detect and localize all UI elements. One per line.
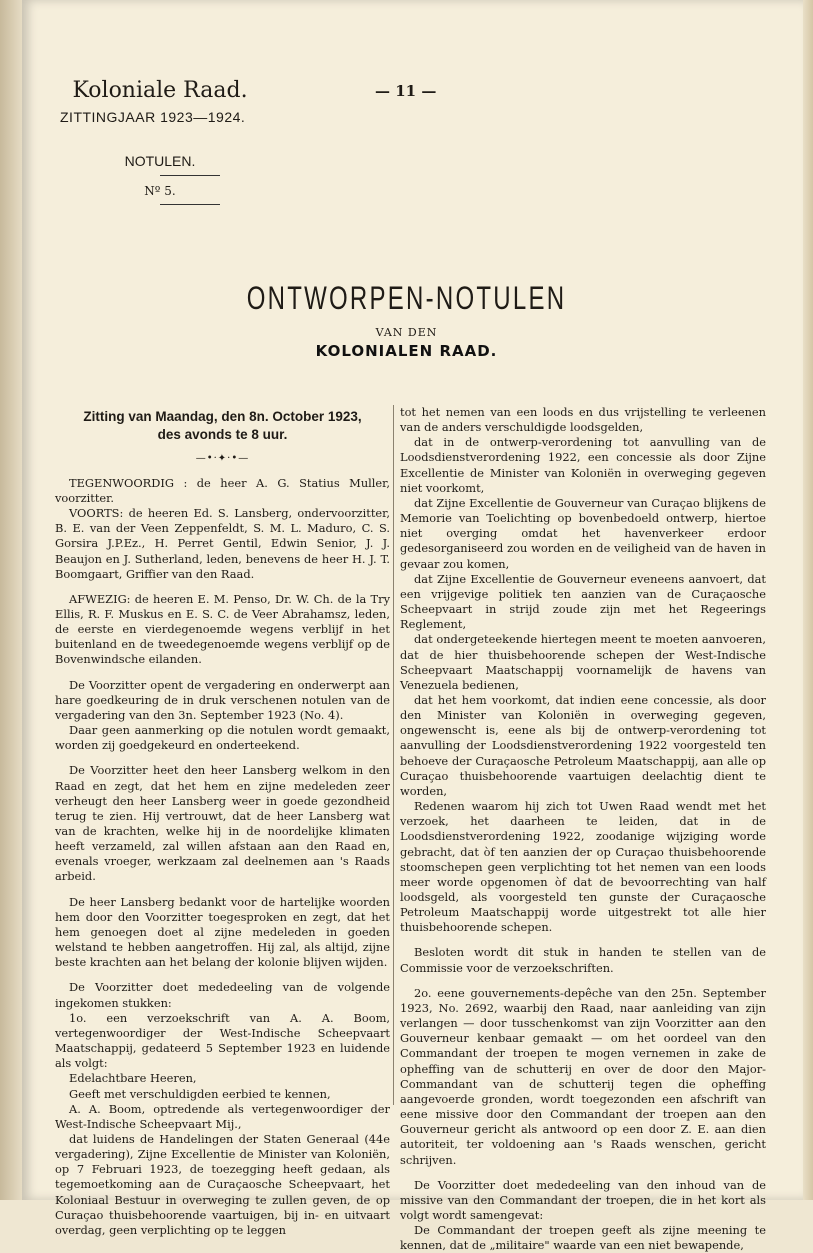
paragraph: AFWEZIG: de heeren E. M. Penso, Dr. W. Ch. de la Try Ellis, R. F. Muskus en E. S. C. de Veer Abrahamsz, leden, de eerste en vierdegenoemde wegens verblijf in het buitenland en de tweedegenoemde wegens verblijf op de Bovenwindsche eilanden.	[55, 591, 390, 667]
paragraph: Daar geen aanmerking op die notulen wordt gemaakt, worden zij goedgekeurd en onderteekend.	[55, 723, 390, 753]
ornament: —•·✦·•—	[195, 453, 250, 465]
paragraph: dat luidens de Handelingen der Staten Generaal (44e vergadering), Zijne Excellentie de Minister van Koloniën, op 7 Februari 1923, de toezegging heeft gedaan, als tegemoetkoming aan de Curaçaosche Scheepvaart, het Koloniaal Bestuur in overweging te zullen geven, de op Curaçao thuisbehoorende vaartuigen, bij in- en uitvaart overdag, geen verplichting op te leggen	[55, 1131, 390, 1237]
council-title: Koloniale Raad.	[72, 78, 248, 103]
session-year: ZITTINGJAAR 1923—1924.	[60, 109, 246, 125]
paragraph: De Voorzitter doet mededeeling van den inhoud van de missive van den Commandant der troepen, die in het kort als volgt wordt samengevat:	[400, 1177, 766, 1222]
paragraph: VOORTS: de heeren Ed. S. Lansberg, ondervoorzitter, B. E. van der Veen Zeppenfeldt, S. M. L. Maduro, C. S. Gorsira J.P.Ez., H. Perret Gentil, Edwin Senior, J. J. Beaujon en J. Sutherland, leden, benevens de heer H. J. T. Boomgaart, Griffier van den Raad.	[55, 506, 390, 581]
council-banner: KOLONIALEN RAAD.	[315, 342, 498, 360]
issue-number: Nº 5.	[144, 184, 176, 198]
paragraph: Besloten wordt dit stuk in handen te stellen van de Commissie voor de verzoekschriften.	[400, 945, 766, 975]
header-rule	[160, 175, 220, 176]
paragraph: dat in de ontwerp-verordening tot aanvulling van de Loodsdienstverordening 1922, een concessie als door Zijne Excellentie de Minister van Koloniën in overweging gegeven niet voorkomt,	[400, 435, 766, 495]
session-heading	[55, 408, 390, 444]
paragraph: Geeft met verschuldigden eerbied te kennen,	[69, 1086, 331, 1101]
title-van-den: VAN DEN	[375, 326, 438, 339]
paragraph: De Commandant der troepen geeft als zijne meening te kennen, dat de „militaire" waarde van een niet bewapende,	[400, 1223, 766, 1253]
paragraph: dat Zijne Excellentie de Gouverneur eveneens aanvoert, dat een vrijgevige politiek ten aanzien van de Curaçaosche Scheepvaart in strijd zoude zijn met het Regeerings Reglement,	[400, 571, 766, 632]
paragraph: De Voorzitter opent de vergadering en onderwerpt aan hare goedkeuring de in druk verschenen notulen van de vergadering van den 3n. September 1923 (No. 4).	[55, 677, 390, 722]
paragraph: 1o. een verzoekschrift van A. A. Boom, vertegenwoordiger der West-Indische Scheepvaart Maatschappij, gedateerd 5 September 1923 en luidende als volgt:	[55, 1010, 390, 1071]
paragraph: 2o. eene gouvernements-depêche van den 25n. September 1923, No. 2692, waarbij den Raad, naar aanleiding van zijn verlangen — door tusschenkomst van zijn Voorzitter aan den Gouverneur kenbaar gemaakt — om het oordeel van den Commandant der troepen te mogen vernemen in zake de opheffing van de schutterij en over de door den Major-Commandant van de schutterij tegen die opheffing aangevoerde gronden, wordt toegezonden een afschrift van eene missive door den Commandant der troepen aan den Gouverneur gericht als antwoord op een door Z. E. aan dien autoriteit, ter voldoening aan 's Raads wenschen, gericht schrijven.	[400, 985, 766, 1167]
paragraph: TEGENWOORDIG : de heer A. G. Statius Muller, voorzitter.	[55, 475, 390, 505]
header-rule	[160, 204, 220, 205]
header-block	[60, 78, 320, 205]
paragraph: Edelachtbare Heeren,	[69, 1071, 197, 1086]
main-title: ONTWORPEN-NOTULEN	[246, 280, 567, 316]
paragraph: dat het hem voorkomt, dat indien eene concessie, als door den Minister van Koloniën in overweging gegeven, ongewenscht is, eene als bij de ontwerp-verordening tot aanvulling der Loodsdienstverordening 1922 voorgesteld ten behoeve der Curaçaosche Petroleum Maatschappij, aan alle op Curaçao thuisbehoorende vaartuigen deelachtig dient te worden,	[400, 692, 766, 798]
paragraph: Redenen waarom hij zich tot Uwen Raad wendt met het verzoek, het daarheen te leiden, dat in de Loodsdienstverordening 1922, zoodanige wijziging worde gebracht, dat òf ten aanzien der op Curaçao thuisbehoorende stoomschepen geen verplichting tot het nemen van een loods meer worde opgenomen òf dat de bevoorrechting van half loodsgeld, als voorgesteld ten gunste der Curaçaosche Petroleum Maatschappij worde uitgestrekt tot alle hier thuisbehoorende schepen.	[400, 799, 766, 935]
notulen-label: NOTULEN.	[124, 153, 196, 169]
book-spine	[0, 0, 22, 1200]
paragraph: De Voorzitter heet den heer Lansberg welkom in den Raad en zegt, dat het hem en zijne medeleden zeer verheugt den heer Lansberg weer in goede gezondheid terug te zien. Hij vertrouwt, dat de heer Lansberg wat van de krachten, welke hij in de noordelijke klimaten heeft verzameld, zal willen afstaan aan den Raad en, evenals vroeger, werkzaam zal deelnemen aan 's Raads arbeid.	[55, 763, 390, 884]
session-heading-line: des avonds te 8 uur.	[157, 427, 288, 443]
paragraph: tot het nemen van een loods en dus vrijstelling te verleenen van de anders verschuldigde loodsgelden,	[400, 405, 766, 435]
session-heading-line: Zitting van Maandag, den 8n. October 1923,	[83, 409, 362, 424]
paragraph: De Voorzitter doet mededeeling van de volgende ingekomen stukken:	[55, 980, 390, 1010]
paragraph: De heer Lansberg bedankt voor de hartelijke woorden hem door den Voorzitter toegesproken en zegt, dat het hem genoegen doet al zijne medeleden in goeden welstand te hebben aangetroffen. Hij zal, als altijd, zijne beste krachten aan het belang der kolonie blijven wijden.	[55, 894, 390, 970]
page-number: — 11 —	[375, 82, 437, 100]
column-divider	[393, 405, 394, 1105]
paragraph: dat Zijne Excellentie de Gouverneur van Curaçao blijkens de Memorie van Toelichting op bovenbedoeld ontwerp, hiertoe niet overging omdat het havenverkeer erdoor gedesorganiseerd zou worden en de veiligheid van de haven in gevaar zou komen,	[400, 495, 766, 571]
paragraph: dat ondergeteekende hiertegen meent te moeten aanvoeren, dat de hier thuisbehoorende schepen der West-Indische Scheepvaart Maatschappij voornamelijk de havens van Venezuela bedienen,	[400, 632, 766, 692]
right-column	[400, 405, 766, 1253]
left-column	[55, 408, 390, 1238]
paragraph: A. A. Boom, optredende als vertegenwoordiger der West-Indische Scheepvaart Mij.,	[55, 1101, 390, 1131]
page-edge	[803, 0, 813, 1200]
